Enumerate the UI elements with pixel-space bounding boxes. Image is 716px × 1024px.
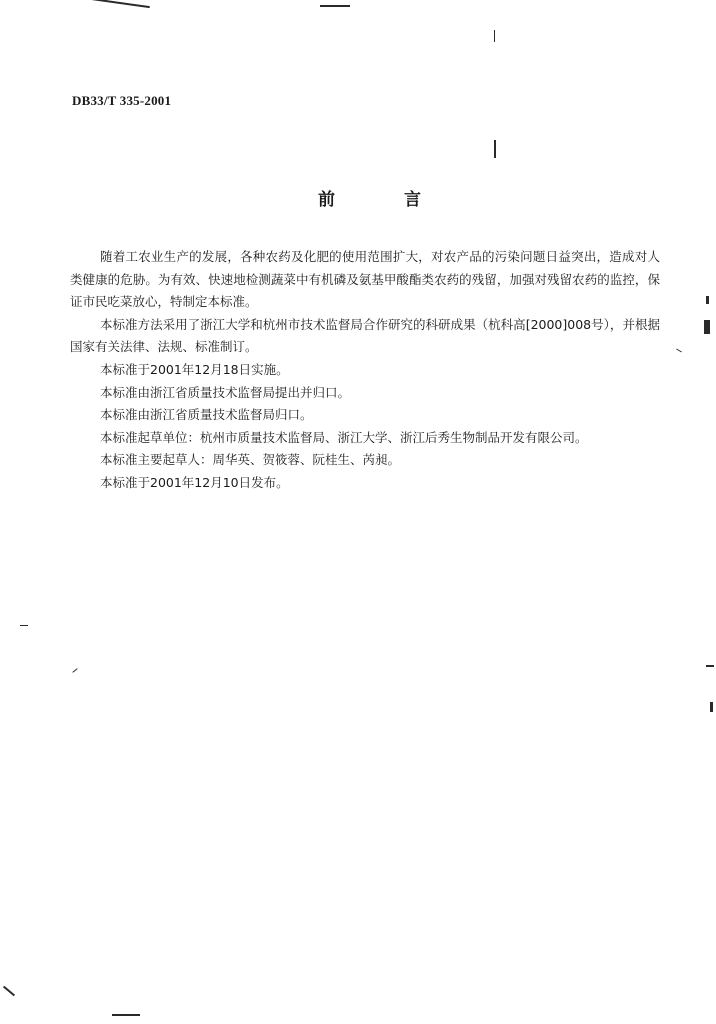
scan-speck bbox=[494, 30, 495, 42]
paragraph-drafting-units: 本标准起草单位：杭州市质量技术监督局、浙江大学、浙江后秀生物制品开发有限公司。 bbox=[100, 429, 588, 445]
scan-speck bbox=[90, 0, 150, 8]
scan-speck bbox=[494, 140, 496, 158]
scan-speck bbox=[20, 625, 28, 626]
paragraph-method: 本标准方法采用了浙江大学和杭州市技术监督局合作研究的科研成果（杭科高[2000]008号），并根据国家有关法律、法规、标准制订。 bbox=[70, 316, 660, 355]
scan-speck bbox=[3, 986, 15, 997]
scan-speck bbox=[704, 320, 710, 334]
scan-speck bbox=[320, 5, 350, 7]
paragraph-managed-by: 本标准由浙江省质量技术监督局归口。 bbox=[100, 407, 313, 423]
paragraph-intro: 随着工农业生产的发展，各种农药及化肥的使用范围扩大，对农产品的污染问题日益突出，造成对人类健康的危胁。为有效、快速地检测蔬菜中有机磷及氨基甲酸酯类农药的残留，加强对残留农药的监控，保证市民吃菜放心，特制定本标准。 bbox=[70, 249, 660, 310]
scan-speck bbox=[706, 665, 714, 667]
paragraph-release-date: 本标准于2001年12月10日发布。 bbox=[100, 474, 289, 490]
scan-speck bbox=[676, 349, 682, 353]
paragraph-proposed-by: 本标准由浙江省质量技术监督局提出并归口。 bbox=[100, 384, 351, 400]
scan-speck bbox=[112, 1014, 140, 1016]
section-title: 前 言 bbox=[318, 190, 447, 210]
paragraph-effective-date: 本标准于2001年12月18日实施。 bbox=[100, 361, 289, 377]
paragraph-drafters: 本标准主要起草人：周华英、贺筱蓉、阮桂生、芮昶。 bbox=[100, 452, 401, 468]
scan-speck bbox=[706, 296, 709, 304]
foreword-body bbox=[70, 246, 660, 495]
scan-speck bbox=[710, 702, 713, 712]
document-code: DB33/T 335-2001 bbox=[72, 93, 172, 108]
scan-speck bbox=[72, 668, 77, 673]
